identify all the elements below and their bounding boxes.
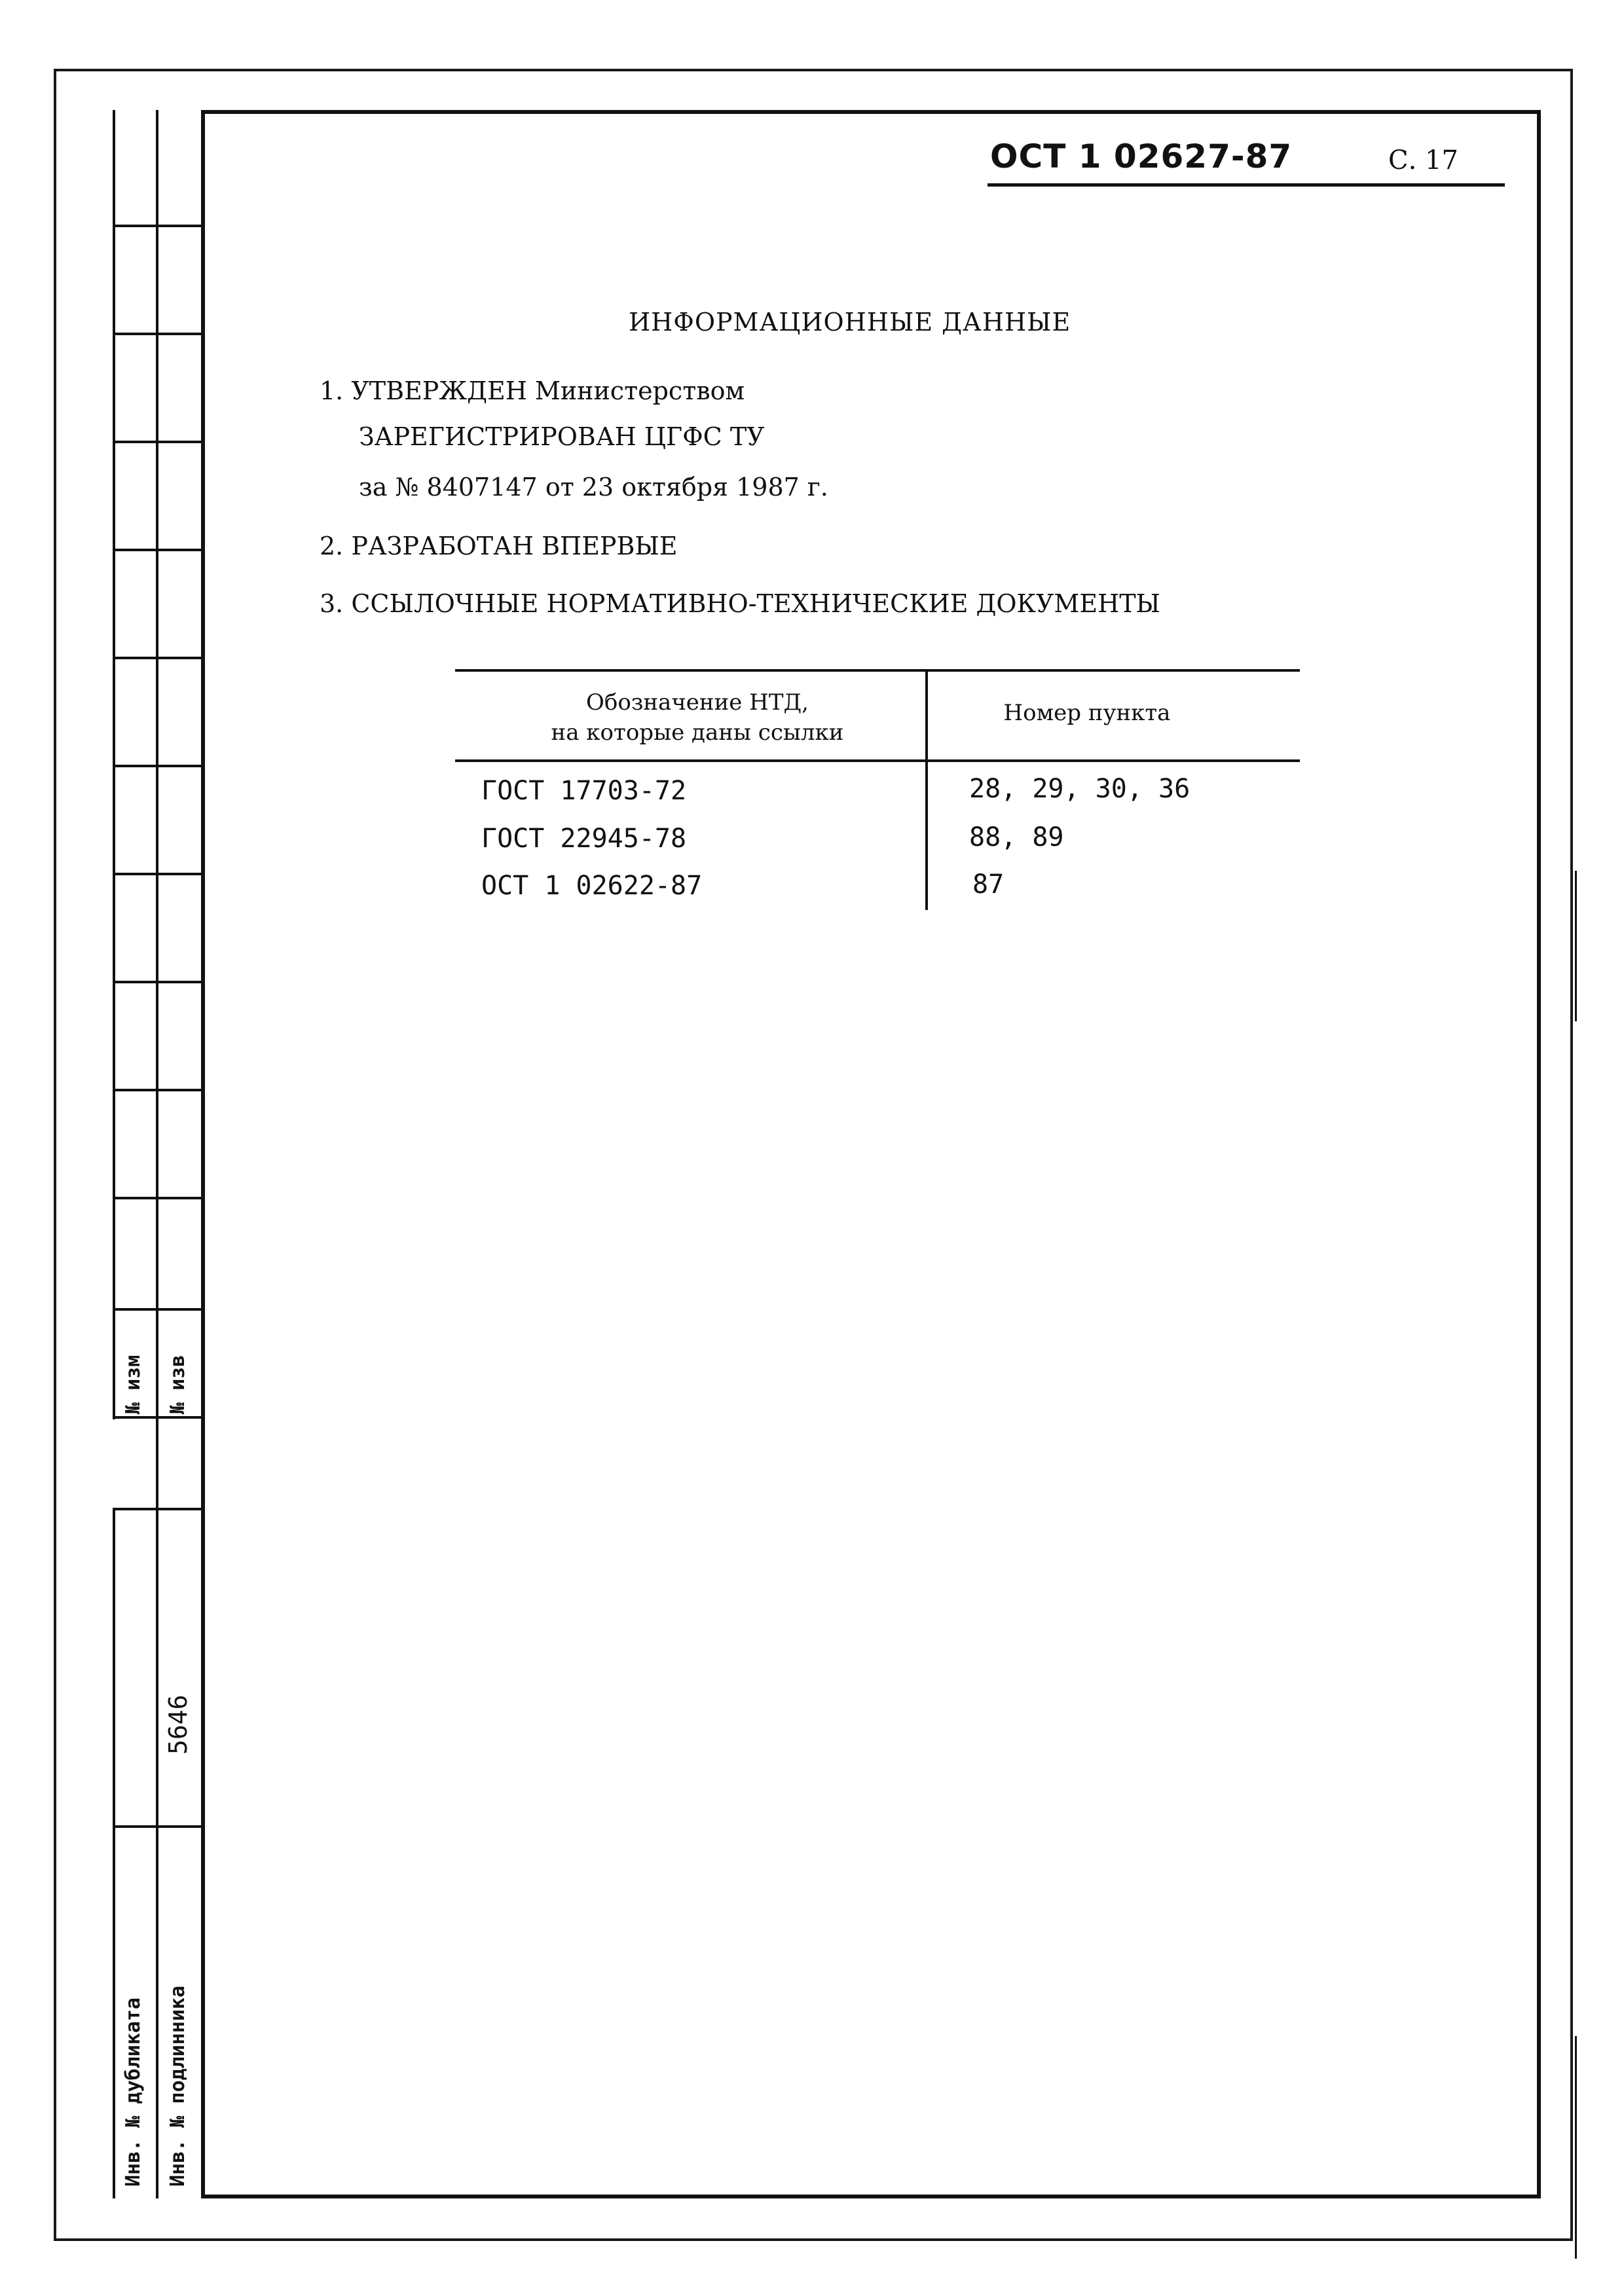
izm-label: № изм: [122, 1355, 145, 1414]
table-row-items: 28, 29, 30, 36: [969, 774, 1190, 804]
table-row-items: 88, 89: [969, 822, 1064, 852]
section-title: ИНФОРМАЦИОННЫЕ ДАННЫЕ: [629, 308, 1071, 337]
scan-mark: [1575, 871, 1577, 1021]
header-underline: [987, 183, 1505, 187]
table-row-doc: ГОСТ 17703-72: [481, 776, 687, 806]
inv-podl-value: 5646: [164, 1694, 193, 1755]
side-cell-line: [113, 441, 201, 443]
table-top-rule: [455, 669, 1300, 672]
inv-podl-label: Инв. № подлинника: [166, 1985, 189, 2187]
inv-dubl-label: Инв. № дубликата: [122, 1997, 145, 2187]
scan-mark: [1575, 2036, 1577, 2259]
document-code: ОСТ 1 02627-87: [990, 137, 1293, 175]
item1-line3: за № 8407147 от 23 октября 1987 г.: [359, 473, 828, 501]
izv-label: № изв: [166, 1355, 189, 1414]
table-row-doc: ГОСТ 22945-78: [481, 824, 687, 854]
side-cell-line: [113, 1308, 201, 1311]
side-cell-line: [113, 873, 201, 875]
side-cell-line: [113, 549, 201, 551]
side-cell-line: [113, 1416, 201, 1419]
item3: 3. ССЫЛОЧНЫЕ НОРМАТИВНО-ТЕХНИЧЕСКИЕ ДОКУМЕНТЫ: [320, 589, 1160, 618]
side-cell-line: [113, 333, 201, 335]
item2: 2. РАЗРАБОТАН ВПЕРВЫЕ: [320, 532, 678, 560]
table-row-doc: ОСТ 1 02622-87: [481, 871, 703, 901]
page-number: С. 17: [1388, 145, 1458, 175]
side-col-middle-divider: [156, 110, 158, 2198]
side-cell-line: [113, 765, 201, 767]
col1-header-line1: Обозначение НТД,: [586, 689, 809, 716]
table-row-items: 87: [972, 869, 1005, 900]
item1-line1: 1. УТВЕРЖДЕН Министерством: [320, 376, 745, 405]
table-header-rule: [455, 759, 1300, 762]
side-cell-line: [113, 981, 201, 983]
side-stamp-column: [113, 110, 201, 2198]
side-col-left-border-lower: [113, 1508, 115, 2198]
side-cell-line: [113, 1197, 201, 1199]
col1-header-line2: на которые даны ссылки: [551, 720, 844, 746]
side-cell-line: [113, 1089, 201, 1091]
side-cell-line: [113, 1825, 201, 1828]
side-cell-line: [113, 1508, 201, 1510]
side-cell-line: [113, 225, 201, 227]
table-column-divider: [925, 669, 928, 910]
item1-line2: ЗАРЕГИСТРИРОВАН ЦГФС ТУ: [359, 422, 765, 451]
side-cell-line: [113, 657, 201, 659]
col2-header: Номер пункта: [1003, 700, 1171, 726]
